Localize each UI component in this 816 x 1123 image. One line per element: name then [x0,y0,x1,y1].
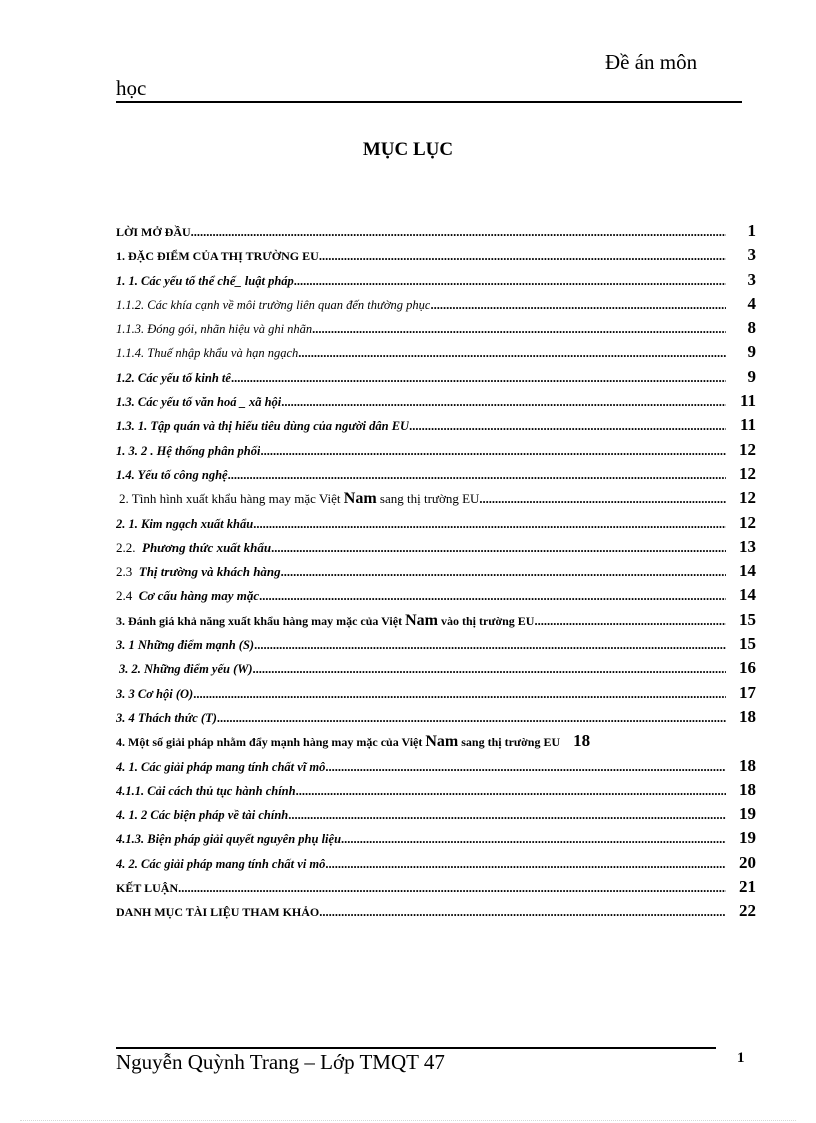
toc-page-number: 18 [739,779,756,799]
toc-entry-text: 3. 2. Những điểm yếu (W) [119,662,253,677]
toc-leader [228,468,726,483]
toc-leader [479,492,726,507]
toc-entry[interactable] [116,270,756,294]
toc-title: MỤC LỤC [362,139,454,160]
toc-entry-text: 1. 3. 2 . Hệ thống phân phối [116,443,261,458]
toc-entry[interactable] [116,488,756,512]
toc-entry[interactable] [116,342,756,366]
toc-leader [259,589,726,604]
toc-page-number: 18 [739,755,756,775]
toc-entry-text: DANH MỤC TÀI LIỆU THAM KHẢO [116,905,320,920]
toc-leader [294,274,726,289]
toc-leader [325,857,726,872]
toc-leader [534,614,726,629]
footer-page-number: 1 [737,1050,745,1066]
toc-entry-text: 1.2. Các yếu tố kinh tế [116,370,231,385]
header-title: Đề án môn [605,50,698,74]
toc-leader [341,832,726,847]
toc-entry[interactable] [116,221,756,245]
toc-leader [178,881,726,896]
toc-entry[interactable] [116,513,756,537]
toc-entry[interactable] [116,707,756,731]
toc-leader [231,371,726,386]
toc-entry-text-start: 4. Một số giải pháp nhằm đẩy mạnh hàng may mặc của Việt [116,735,423,750]
toc-leader [319,249,726,264]
toc-entry[interactable] [116,294,756,318]
toc-leader [281,565,726,580]
page-bottom-edge [20,1120,796,1121]
toc-entry-text [116,588,259,604]
toc-entry-number: 2.2. [116,539,136,555]
toc-entry[interactable] [116,828,756,852]
toc-entry-text: 3. 1 Những điểm mạnh (S) [116,638,255,653]
toc-entry-text: 4. 2. Các giải pháp mang tính chất vi mô [116,856,326,871]
toc-page-number: 16 [739,658,756,678]
toc-entry[interactable] [116,537,756,561]
toc-page-number: 9 [747,342,756,362]
toc-entry-emphasis: Nam [343,490,377,508]
toc-entry-title: Thị trường và khách hàng [138,564,281,580]
toc-entry[interactable] [116,877,756,901]
header-title-continued: học [116,76,147,100]
toc-page-number: 3 [747,269,756,289]
toc-page-number: 19 [739,804,756,824]
toc-page-number: 14 [739,585,756,605]
toc-entry-title: Phương thức xuất khẩu [142,539,272,555]
toc-leader [271,541,726,556]
toc-leader [217,711,726,726]
toc-leader [253,662,726,677]
toc-page-number: 14 [739,561,756,581]
toc-entry-text: 3. 4 Thách thức (T) [116,710,217,725]
toc-page-number: 12 [739,463,756,483]
toc-page-number: 1 [747,221,756,240]
toc-entry-emphasis: Nam [425,733,459,751]
toc-entry[interactable] [116,440,756,464]
toc-leader [296,784,726,799]
toc-entry[interactable] [116,245,756,269]
toc-entry-text: 3. 3 Cơ hội (O) [116,686,194,701]
toc-entry[interactable] [116,756,756,780]
toc-page-number: 12 [739,439,756,459]
toc-entry-text: 1. ĐẶC ĐIỂM CỦA THỊ TRƯỜNG EU [116,249,319,264]
toc-page-number: 15 [739,609,756,629]
toc-leader [430,298,726,313]
toc-entry[interactable] [116,901,756,925]
toc-entry-text: KẾT LUẬN [116,881,179,896]
toc-page-number: 18 [573,731,591,751]
toc-page-number: 9 [747,366,756,386]
toc-leader [409,419,726,434]
toc-page-number: 4 [747,293,756,313]
toc-leader [298,346,726,361]
toc-entry-number: 2.3 [116,564,133,580]
toc-entry-text-start: 3. Đánh giá khả năng xuất khẩu hàng may mặc của Việt [116,613,403,628]
toc-page-number: 18 [739,706,756,726]
toc-leader [288,808,726,823]
toc-entry[interactable] [116,585,756,609]
toc-leader [325,760,726,775]
toc-page-number: 13 [739,536,756,556]
toc-entry[interactable] [116,464,756,488]
toc-page-number: 19 [739,828,756,848]
toc-entry-text-start: 2. Tình hình xuất khẩu hàng may mặc Việt [119,491,341,507]
toc-page-number: 20 [739,852,756,872]
toc-leader [253,517,726,532]
toc-entry[interactable] [116,367,756,391]
toc-entry-emphasis: Nam [405,611,438,629]
toc-entry-text: 1.1.4. Thuế nhập khẩu và hạn ngạch [116,346,299,361]
toc-entry-text-end: sang thị trường EU [461,735,561,750]
toc-page-number: 17 [739,682,756,702]
toc-leader [281,395,726,410]
toc-entry-text: 4. 1. Các giải pháp mang tính chất vĩ mô [116,759,326,774]
toc-page-number: 15 [739,634,756,654]
toc-page-number: 12 [739,512,756,532]
toc-entry-text: 1.3. Các yếu tố văn hoá _ xã hội [116,395,282,410]
toc-entry[interactable] [116,780,756,804]
toc-leader [312,322,726,337]
toc-entry-text: 1.4. Yếu tố công nghệ [116,467,228,482]
toc-entry-text [116,612,534,630]
toc-entry[interactable] [116,683,756,707]
toc-entry-text [116,540,271,556]
toc-entry-text [116,490,479,508]
toc-entry[interactable] [116,391,756,415]
toc-entry[interactable] [116,318,756,342]
toc-leader [193,687,726,702]
toc-page-number: 11 [739,391,756,411]
toc-entry-text: 4.1.1. Cải cách thủ tục hành chính [116,783,296,798]
toc-entry[interactable] [116,853,756,877]
toc-page-number: 3 [747,245,756,265]
toc-leader [254,638,726,653]
toc-entry-text: 4.1.3. Biện pháp giải quyết nguyên phụ liệu [116,832,342,847]
toc-page-number: 22 [739,901,756,921]
toc-entry[interactable] [116,610,756,634]
toc-leader [319,905,726,920]
toc-leader [191,225,726,240]
toc-entry-text: 2. 1. Kim ngạch xuất khẩu [116,516,254,531]
toc-entry[interactable] [116,561,756,585]
toc-leader [260,444,726,459]
toc-entry[interactable] [116,658,756,682]
table-of-contents [116,221,756,926]
toc-entry-text [116,564,281,580]
footer-author: Nguyễn Quỳnh Trang – Lớp TMQT 47 [116,1050,445,1074]
toc-entry-text: 1.3. 1. Tập quán và thị hiếu tiêu dùng của người dân EU [116,419,410,434]
toc-entry-text: 1.1.3. Đóng gói, nhãn hiệu và ghi nhãn [116,322,313,337]
toc-entry-text-end: vào thị trường EU [440,613,535,628]
toc-page-number: 11 [739,415,756,435]
toc-entry[interactable] [116,731,756,755]
toc-entry-text: 4. 1. 2 Các biện pháp về tài chính [116,808,289,823]
toc-entry[interactable] [116,634,756,658]
toc-entry-number: 2.4 [116,588,133,604]
toc-entry-text: LỜI MỞ ĐẦU [116,225,191,239]
toc-entry-text: 1. 1. Các yếu tố thể chế_ luật pháp [116,273,294,288]
toc-page-number: 8 [747,318,756,338]
toc-page-number: 21 [739,877,756,897]
header-rule [116,101,742,103]
toc-entry[interactable] [116,415,756,439]
toc-entry-text-end: sang thị trường EU [379,491,480,507]
toc-entry-title: Cơ cấu hàng may mặc [138,588,260,604]
footer-rule [116,1047,716,1049]
toc-entry-text: 1.1.2. Các khía cạnh về môi trường liên quan đến thường phục [116,297,431,312]
toc-page-number: 12 [739,488,756,508]
toc-entry[interactable] [116,804,756,828]
toc-entry-text [116,733,560,751]
